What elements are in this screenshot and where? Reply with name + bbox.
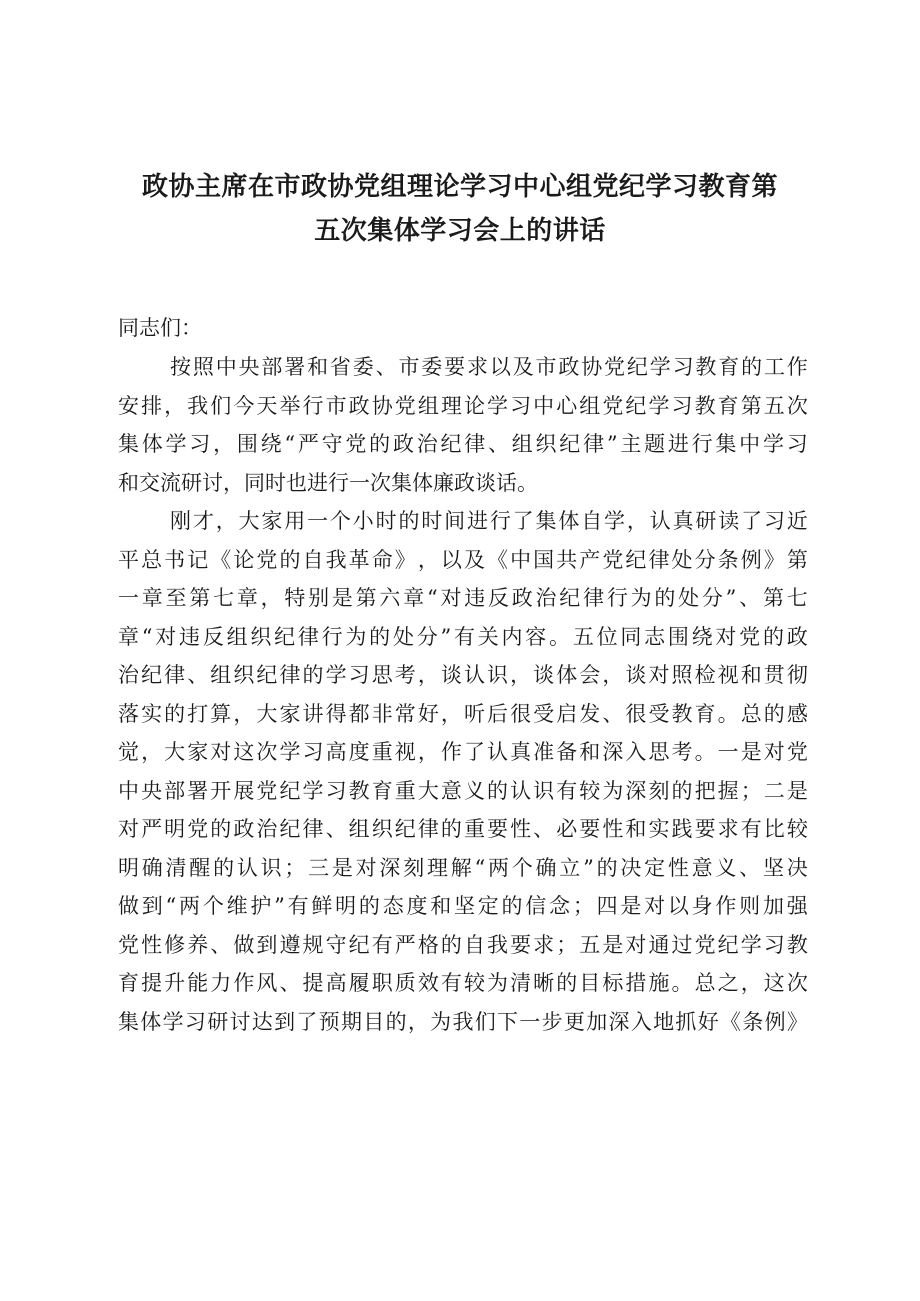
paragraph-2-line: 党 性 修 养 、 做 到 遵 规 守 纪 有 严 格 的 自 我 要 求 ； 五 是 对 通 过 党 纪 学 习 教 xyxy=(118,932,808,957)
paragraph-1-line: 安 排 ， 我 们 今 天 举 行 市 政 协 党 组 理 论 学 习 中 心 组 党 纪 学 习 教 育 第 五 次 xyxy=(118,393,808,418)
paragraph-1-line: 和交流研讨，同时也进行一次集体廉政谈话。 xyxy=(118,470,538,495)
paragraph-2-line: 对 严 明 党 的 政 治 纪 律 、 组 织 纪 律 的 重 要 性 、 必 要 性 和 实 践 要 求 有 比 较 xyxy=(118,817,808,841)
salutation: 同志们： xyxy=(118,316,202,340)
paragraph-2-line: 集 体 学 习 研 讨 达 到 了 预 期 目 的 ， 为 我 们 下 一 步 更 加 深 入 地 抓 好 《 条 例 》 xyxy=(118,1009,808,1034)
title-line-1: 政协主席在市政协党组理论学习中心组党纪学习教育第 xyxy=(141,172,778,202)
paragraph-2-line: 觉 ， 大 家 对 这 次 学 习 高 度 重 视 ， 作 了 认 真 准 备 和 深 入 思 考 。 一 是 对 党 xyxy=(118,740,808,764)
paragraph-2-line: 刚 才 ， 大 家 用 一 个 小 时 的 时 间 进 行 了 集 体 自 学 ， 认 真 研 读 了 习 近 xyxy=(170,509,808,533)
paragraph-2-line: 做 到 “ 两 个 维 护 ” 有 鲜 明 的 态 度 和 坚 定 的 信 念 ； 四 是 对 以 身 作 则 加 强 xyxy=(118,894,808,918)
paragraph-2-line: 章 “ 对 违 反 组 织 纪 律 行 为 的 处 分 ” 有 关 内 容 。 五 位 同 志 围 绕 对 党 的 政 xyxy=(118,624,808,649)
paragraph-2-line: 治 纪 律 、 组 织 纪 律 的 学 习 思 考 ， 谈 认 识 ， 谈 体 会 ， 谈 对 照 检 视 和 贯 彻 xyxy=(118,663,808,687)
title-line-2: 五次集体学习会上的讲话 xyxy=(314,216,606,246)
document-title xyxy=(110,165,810,253)
paragraph-2-line: 落 实 的 打 算 ， 大 家 讲 得 都 非 常 好 ， 听 后 很 受 启 发 、 很 受 教 育 。 总 的 感 xyxy=(118,701,808,726)
paragraph-2-line: 育 提 升 能 力 作 风 、 提 高 履 职 质 效 有 较 为 清 晰 的 目 标 措 施 。 总 之 ， 这 次 xyxy=(118,971,808,995)
document-body xyxy=(118,348,808,1041)
paragraph-2-line: 中 央 部 署 开 展 党 纪 学 习 教 育 重 大 意 义 的 认 识 有 较 为 深 刻 的 把 握 ； 二 是 xyxy=(118,778,808,803)
paragraph-2-line: 一 章 至 第 七 章 ， 特 别 是 第 六 章 “ 对 违 反 政 治 纪 律 行 为 的 处 分 ” 、 第 七 xyxy=(118,586,808,610)
paragraph-2-line: 明 确 清 醒 的 认 识 ； 三 是 对 深 刻 理 解 “ 两 个 确 立 ” 的 决 定 性 意 义 、 坚 决 xyxy=(118,855,808,880)
paragraph-2-line: 平 总 书 记 《 论 党 的 自 我 革 命 》 ， 以 及 《 中 国 共 产 党 纪 律 处 分 条 例 》 第 xyxy=(118,547,808,572)
paragraph-1-line: 按 照 中 央 部 署 和 省 委 、 市 委 要 求 以 及 市 政 协 党 纪 学 习 教 育 的 工 作 xyxy=(170,355,808,379)
paragraph-1-line: 集 体 学 习 ， 围 绕 “ 严 守 党 的 政 治 纪 律 、 组 织 纪 律 ” 主 题 进 行 集 中 学 习 xyxy=(118,432,808,456)
